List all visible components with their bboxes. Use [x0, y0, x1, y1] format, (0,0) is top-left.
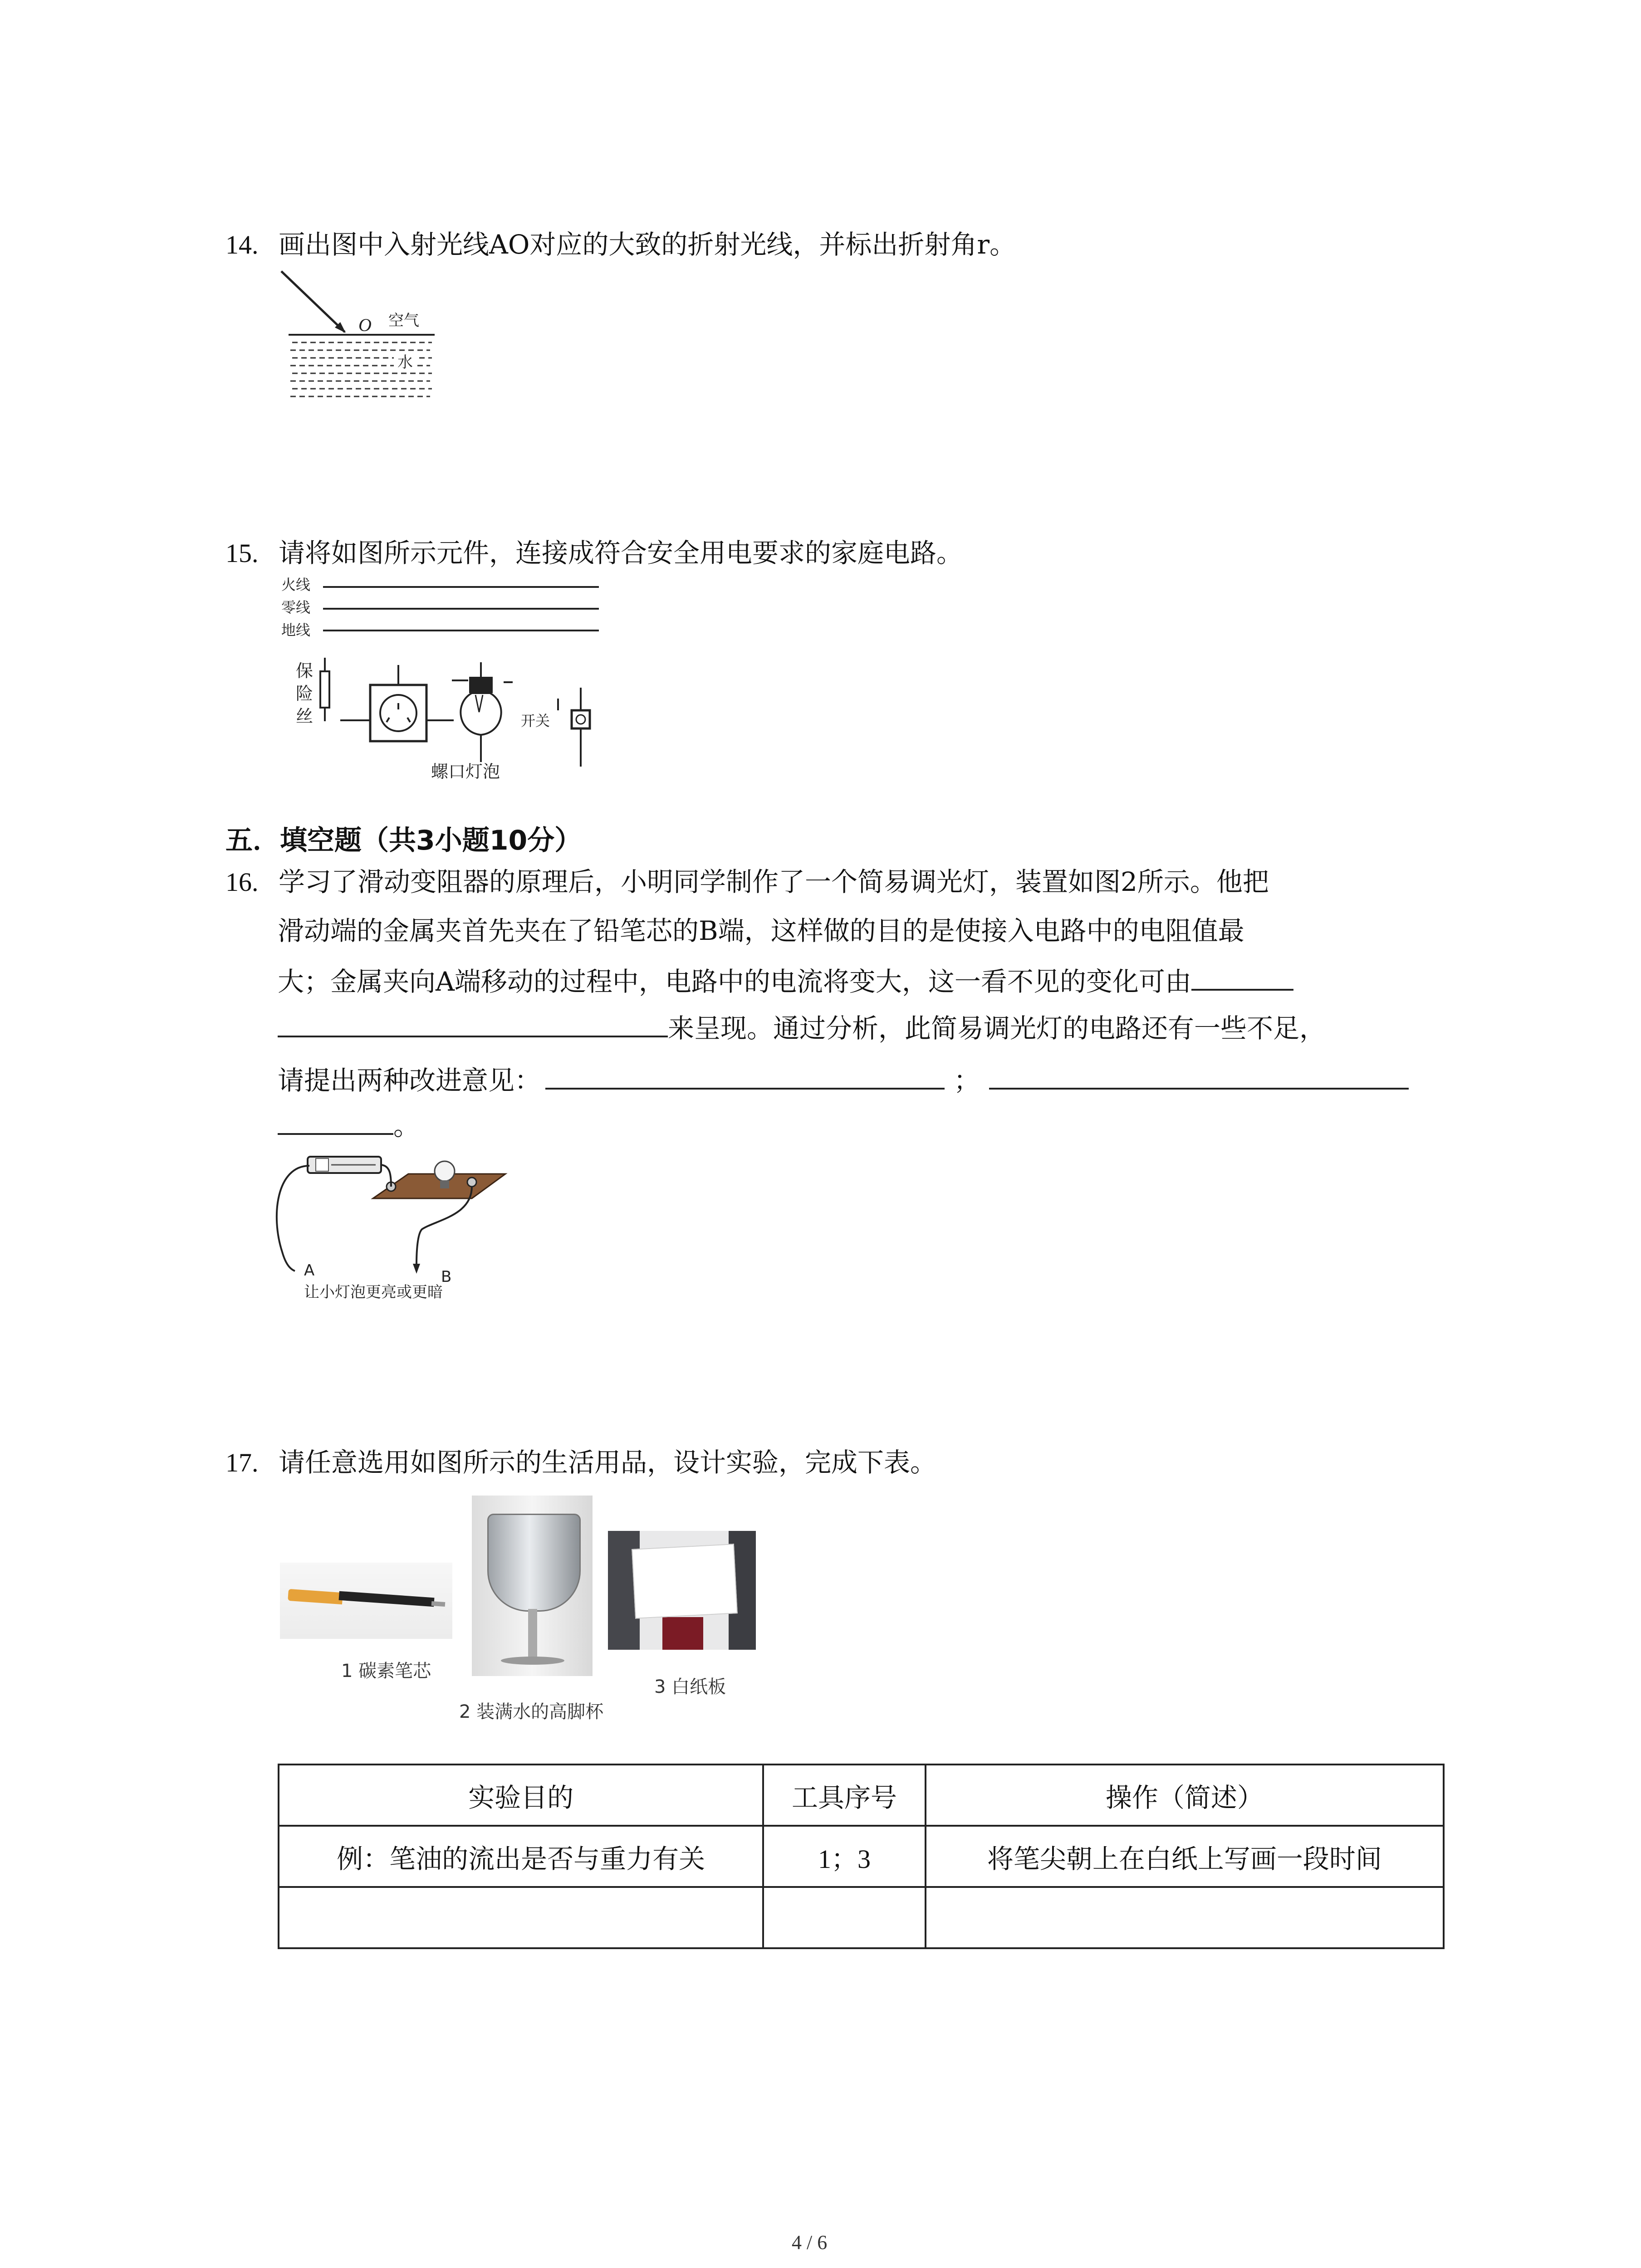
question-16-line-6-row [278, 1105, 420, 1143]
ground-wire-label: 地线 [281, 621, 311, 639]
air-label: 空气 [388, 312, 419, 330]
table-row [279, 1887, 1444, 1948]
refraction-figure [272, 268, 445, 408]
item-caption-3: 3 白纸板 [654, 1677, 726, 1697]
fuse-label-1: 保 [296, 661, 314, 681]
question-text: 请任意选用如图所示的生活用品，设计实验，完成下表。 [278, 1447, 936, 1478]
question-16-line-2: 滑动端的金属夹首先夹在了铅笔芯的B端，这样做的目的是使接入电路中的电阻值最 [278, 915, 1244, 946]
answer-blank-3b[interactable] [278, 1107, 393, 1135]
item-caption-1: 1 碳素笔芯 [341, 1661, 431, 1681]
bulb-label: 螺口灯泡 [431, 762, 500, 780]
question-number: 16. [225, 867, 259, 897]
live-wire-label: 火线 [281, 576, 311, 593]
example-purpose: 例：笔油的流出是否与重力有关 [279, 1826, 763, 1887]
table-row [279, 1826, 1444, 1887]
fuse-label-3: 丝 [296, 706, 314, 726]
header-operation: 操作（简述） [926, 1765, 1444, 1826]
label-b: B [441, 1268, 452, 1286]
section-title: 五．填空题（共3小题10分） [225, 825, 582, 856]
pen-refill-icon [288, 1589, 343, 1604]
table-header-row [279, 1765, 1444, 1826]
dimmer-lamp-figure [272, 1148, 508, 1306]
battery-icon [308, 1157, 381, 1173]
header-purpose: 实验目的 [279, 1765, 763, 1826]
switch-label: 开关 [521, 712, 550, 729]
answer-blank-1b[interactable] [278, 1009, 668, 1037]
fuse-label-2: 险 [296, 684, 314, 704]
item-caption-2: 2 装满水的高脚杯 [459, 1701, 604, 1722]
question-text: 画出图中入射光线AO对应的大致的折射光线，并标出折射角r。 [278, 229, 1016, 260]
question-16 [225, 866, 1269, 897]
screw-bulb-icon [452, 662, 513, 762]
question-16-line-4: 来呈现。通过分析，此简易调光灯的电路还有一些不足， [668, 1013, 1326, 1044]
question-text: 请将如图所示元件，连接成符合安全用电要求的家庭电路。 [278, 538, 963, 568]
white-board-icon [632, 1544, 738, 1619]
question-16-line-5: 请提出两种改进意见： [278, 1065, 541, 1096]
socket-icon [340, 665, 454, 741]
question-number: 14. [225, 230, 259, 259]
question-14 [225, 231, 1016, 258]
question-16-line-5-row [278, 1059, 1409, 1097]
answer-purpose-cell[interactable] [279, 1887, 763, 1948]
pen-refill-photo [280, 1563, 452, 1639]
fuse-icon [320, 658, 329, 721]
question-number: 15. [225, 538, 259, 568]
question-16-line-1: 学习了滑动变阻器的原理后，小明同学制作了一个简易调光灯，装置如图2所示。他把 [278, 866, 1269, 897]
water-goblet-photo [472, 1496, 593, 1676]
separator: ； [954, 1065, 980, 1096]
water-label: 水 [397, 353, 413, 371]
question-16-line-4-row [278, 1007, 1326, 1045]
switch-icon [558, 688, 590, 767]
experiment-table [278, 1764, 1445, 1949]
example-tool-number: 1；3 [763, 1826, 926, 1887]
question-15 [225, 540, 963, 567]
example-operation: 将笔尖朝上在白纸上写画一段时间 [926, 1826, 1444, 1887]
question-16-line-3-row [278, 960, 1293, 998]
goblet-icon [487, 1514, 581, 1612]
answer-blank-2[interactable] [545, 1061, 945, 1090]
answer-blank-3a[interactable] [989, 1061, 1409, 1090]
label-a: A [304, 1261, 315, 1280]
answer-blank-1a[interactable] [1191, 963, 1293, 991]
sentence-end: 。 [393, 1110, 420, 1141]
question-17 [225, 1449, 936, 1476]
question-16-line-3: 大；金属夹向A端移动的过程中，电路中的电流将变大，这一看不见的变化可由 [278, 966, 1191, 997]
neutral-wire-label: 零线 [281, 599, 311, 616]
household-circuit-figure [281, 576, 617, 780]
header-tool-number: 工具序号 [763, 1765, 926, 1826]
figure-caption: 让小灯泡更亮或更暗 [304, 1283, 443, 1301]
answer-tool-number-cell[interactable] [763, 1887, 926, 1948]
point-o-label: O [358, 315, 372, 335]
page-number: 4 / 6 [792, 2231, 828, 2253]
white-board-photo [608, 1531, 756, 1650]
question-number: 17. [225, 1448, 259, 1477]
answer-operation-cell[interactable] [926, 1887, 1444, 1948]
